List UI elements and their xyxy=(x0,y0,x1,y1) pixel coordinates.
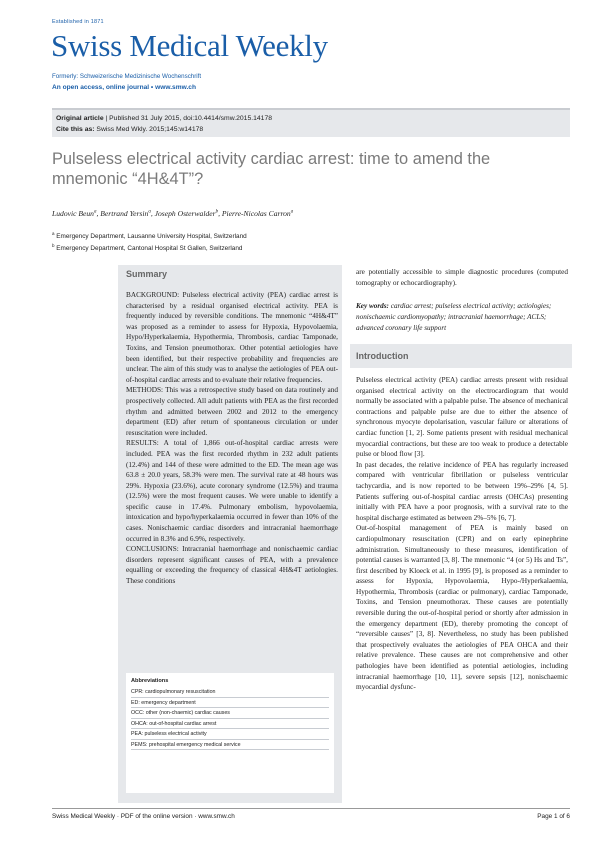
author-affiliation-mark: a xyxy=(148,209,151,215)
footer-source: Swiss Medical Weekly · PDF of the online version · www.smw.ch xyxy=(52,813,235,820)
author-name: Bertrand Yersin xyxy=(100,209,149,218)
abbreviation-item: OHCA: out-of-hospital cardiac arrest xyxy=(131,719,329,730)
introduction-paragraph: In past decades, the relative incidence of PEA has regularly increased compared with ventricular fibrillation or pulseless ventricular tachycardia, and is now reported to be between 19%–29% [4, 5]. Patients suffering out-of-hospital cardiac arrests (OHCAs) presenting initially with PEA have a poor prognosis, with a survival rate to the hospital discharge estimated as between 2%–5% [6, 7]. xyxy=(356,460,568,522)
author-affiliation-mark: b xyxy=(215,209,219,215)
footer-divider xyxy=(52,808,570,809)
abbreviations-title: Abbreviations xyxy=(131,678,169,684)
summary-results: RESULTS: A total of 1,866 out-of-hospital cardiac arrests were included. PEA was the first recorded rhythm in 232 adult patients (12.4%) and 144 of these were admitted to the ED. The mean age was 63.8 ± 20.0 years, 58.3% were men. The survival rate at 48 hours was 29%. Hypoxia (23.6%), acute coronary syndrome (12.5%) and trauma (12.5%) were the most frequent causes. We were unable to identify a specific cause in 17.4%. Pulmonary embolism, hypovolaemia, intoxication and hypo/hyperkalaemia occurred in fewer than 10% of the cases. Nonischaemic cardiac disorders and intracranial haemorrhage occurred in 8.3% and 6.9%, respectively. xyxy=(126,439,338,543)
article-type-label: Original article xyxy=(56,115,104,122)
abbreviation-item: OCC: other (non-chaemic) cardiac causes xyxy=(131,708,329,719)
author-name: Joseph Osterwalder xyxy=(154,209,216,218)
abbreviation-item: PEMS: prehospital emergency medical service xyxy=(131,740,329,751)
abbreviations-box xyxy=(126,673,334,793)
summary-continuation: are potentially accessible to simple diagnostic procedures (computed tomography or echocardiography). xyxy=(356,268,568,287)
summary-background: BACKGROUND: Pulseless electrical activity (PEA) cardiac arrest is characterised by a residual organised electrical activity. PEA is frequently induced by reversible conditions. The mnemonic “4H&4T” was proposed as a reminder to assess for Hypoxia, Hypovolaemia, Hypo/Hyperkalaemia, Hypothermia, Thrombosis, cardiac Tamponade, Toxins, and Tension pneumothorax. Other potential aetiologies have been identified, but their respective probability and frequencies are unclear. The aim of this study was to analyse the aetiologies of PEA out-of-hospital cardiac arrests and to evaluate their relative frequencies. xyxy=(126,291,338,384)
page-number: Page 1 of 6 xyxy=(537,813,570,820)
publication-info: | Published 31 July 2015, doi:10.4414/smw.2015.14178 xyxy=(103,115,273,122)
author-name: Pierre-Nicolas Carron xyxy=(221,209,291,218)
summary-heading: Summary xyxy=(126,269,168,279)
introduction-paragraph: Pulseless electrical activity (PEA) cardiac arrests present with residual organised electrical activity on the electrocardiogram that would normally be associated with a palpable pulse. The absence of mechanical contractions and palpable pulse are due to either the absence of synchronous myocyte depolarisation, vascular failure or alterations of cardiac function [1, 2]. Some patients present with residual mechanical myocardial contractions, but these are too weak to produce a detectable pulse or blood flow [3]. xyxy=(356,376,568,459)
keywords-text: cardiac arrest; pulseless electrical activity; actiologies; nonischaemic cardiomyopathy; intracranial haemorrhage; ACLS; advanced coronary life support xyxy=(356,302,552,332)
author-affiliation-mark: a xyxy=(290,209,294,215)
author-affiliation-mark: a xyxy=(93,209,97,215)
introduction-body xyxy=(356,375,568,693)
citation-text: Swiss Med Wkly. 2015;145:w14178 xyxy=(94,126,204,133)
introduction-paragraph: Out-of-hospital management of PEA is mainly based on cardiopulmonary resuscitation (CPR) and on early epinephrine administration. Simultaneously to these measures, identification of potential causes is warranted [3, 8]. The mnemonic “4 (or 5) Hs and Ts”, first described by Kloeck et al. in 1995 [9], is proposed as a reminder to assess for Hypoxia, Hypovolaemia, Hypo-/Hyperkalaemia, Hypothermia, Thrombosis (cardiac or pulmonary), cardiac Tamponade, Toxins, and Tension pneumothorax. These causes are potentially reversible during the out-of-hospital period or shortly after admission in the emergency department (ED), thereby promoting the concept of “reversible causes” [3, 8]. Nevertheless, no study has been published that prospectively evaluates the aetiologies of PEA OHCA and their relative prevalence. These causes are not comprehensive and other pathologies have been identified as potential aetiologies, including intracranial haemorrhage [10, 11], severe sepsis [12], nonischaemic myocardial dysfunc- xyxy=(356,524,568,692)
summary-methods: METHODS: This was a retrospective study based on data routinely and prospectively collected. All adult patients with PEA as the first recorded rhythm and admitted between 2002 and 2012 to the emergency department (ED) after return of spontaneous circulation or under resuscitation were included. xyxy=(126,386,338,437)
abbreviation-item: CPR: cardiopulmonary resuscitation xyxy=(131,687,329,698)
article-meta-band xyxy=(52,108,570,137)
established-line: Established in 1871 xyxy=(52,19,104,25)
abbreviation-item: PEA: pulseless electrical activity xyxy=(131,729,329,740)
affiliation-text: Emergency Department, Lausanne University Hospital, Switzerland xyxy=(56,233,247,241)
affiliation-mark: a xyxy=(52,231,55,236)
keywords-label: Key words: xyxy=(356,302,389,310)
open-access-line: An open access, online journal • www.smw.ch xyxy=(52,84,196,91)
summary-conclusions: CONCLUSIONS: Intracranial haemorrhage and nonischaemic cardiac disorders represent significant causes of PEA, with a prevalence equalling or exceeding the frequency of classical 4H&4T aetiologies. These conditions xyxy=(126,545,338,586)
summary-body xyxy=(126,290,338,587)
citation-line xyxy=(56,124,566,135)
formerly-line: Formerly: Schweizerische Medizinische Wochenschrift xyxy=(52,73,202,80)
introduction-heading: Introduction xyxy=(356,351,409,361)
author-list: Ludovic Beun$^a$, Bertrand Yersin$^a$, Joseph Osterwalder$^b$, Pierre-Nicolas Carron$^a$ xyxy=(52,209,294,218)
abbreviation-item: ED: emergency department xyxy=(131,698,329,709)
citation-label: Cite this as: xyxy=(56,126,95,133)
affiliation-text: Emergency Department, Cantonal Hospital St Gallen, Switzerland xyxy=(56,245,243,253)
keywords xyxy=(356,301,568,333)
article-type-line xyxy=(56,113,566,124)
author-name: Ludovic Beun xyxy=(52,209,94,218)
affiliation-b xyxy=(52,243,242,252)
article-title: Pulseless electrical activity cardiac arrest: time to amend the mnemonic “4H&4T”? xyxy=(52,150,491,188)
affiliation-mark: b xyxy=(52,243,55,248)
affiliation-a xyxy=(52,231,247,240)
journal-title: Swiss Medical Weekly xyxy=(51,28,328,63)
